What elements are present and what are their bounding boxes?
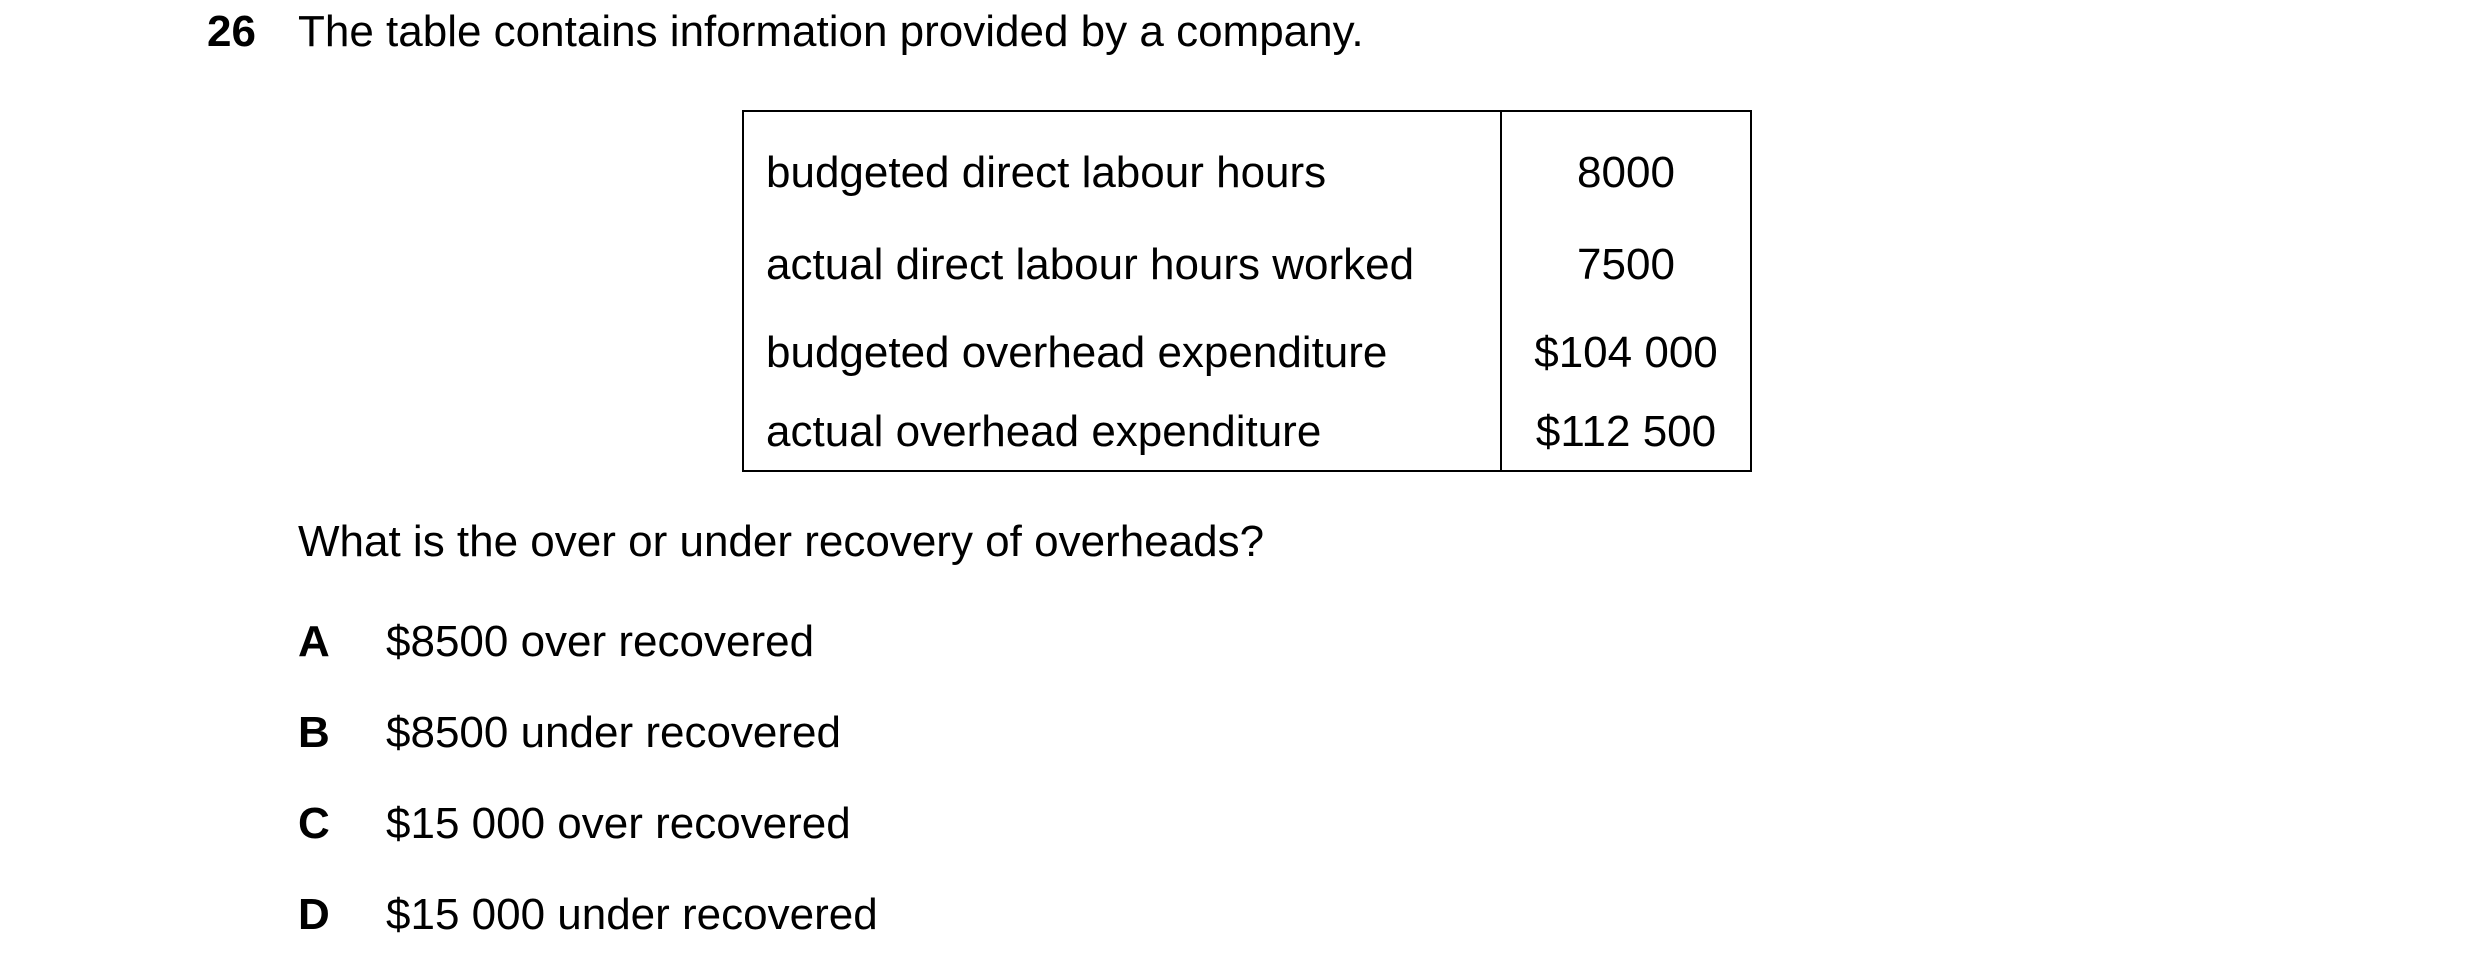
question-prompt: What is the over or under recovery of overheads? (298, 517, 1265, 566)
row-label: actual direct labour hours worked (766, 240, 1415, 289)
option-c[interactable] (298, 796, 878, 887)
table-row (743, 111, 1751, 221)
answer-options (298, 614, 878, 978)
row-value: 7500 (1501, 221, 1751, 309)
option-text: $15 000 over recovered (386, 799, 851, 848)
option-b[interactable] (298, 705, 878, 796)
option-text: $8500 over recovered (386, 617, 815, 666)
row-value: $112 500 (1501, 397, 1751, 471)
table-row (743, 221, 1751, 309)
option-a[interactable] (298, 614, 878, 705)
option-letter: C (298, 799, 330, 848)
option-letter: B (298, 708, 330, 757)
question-number: 26 (207, 7, 256, 56)
option-text: $8500 under recovered (386, 708, 841, 757)
table-row (743, 397, 1751, 471)
option-letter: A (298, 617, 330, 666)
row-value: 8000 (1501, 111, 1751, 221)
option-letter: D (298, 890, 330, 939)
company-info-table (742, 110, 1752, 472)
row-label: budgeted overhead expenditure (766, 328, 1388, 377)
row-label: actual overhead expenditure (766, 406, 1322, 456)
row-value: $104 000 (1501, 309, 1751, 397)
option-d[interactable] (298, 887, 878, 978)
question-stem: The table contains information provided by a company. (298, 7, 1364, 56)
option-text: $15 000 under recovered (386, 890, 878, 939)
row-label: budgeted direct labour hours (766, 147, 1327, 197)
table-row (743, 309, 1751, 397)
